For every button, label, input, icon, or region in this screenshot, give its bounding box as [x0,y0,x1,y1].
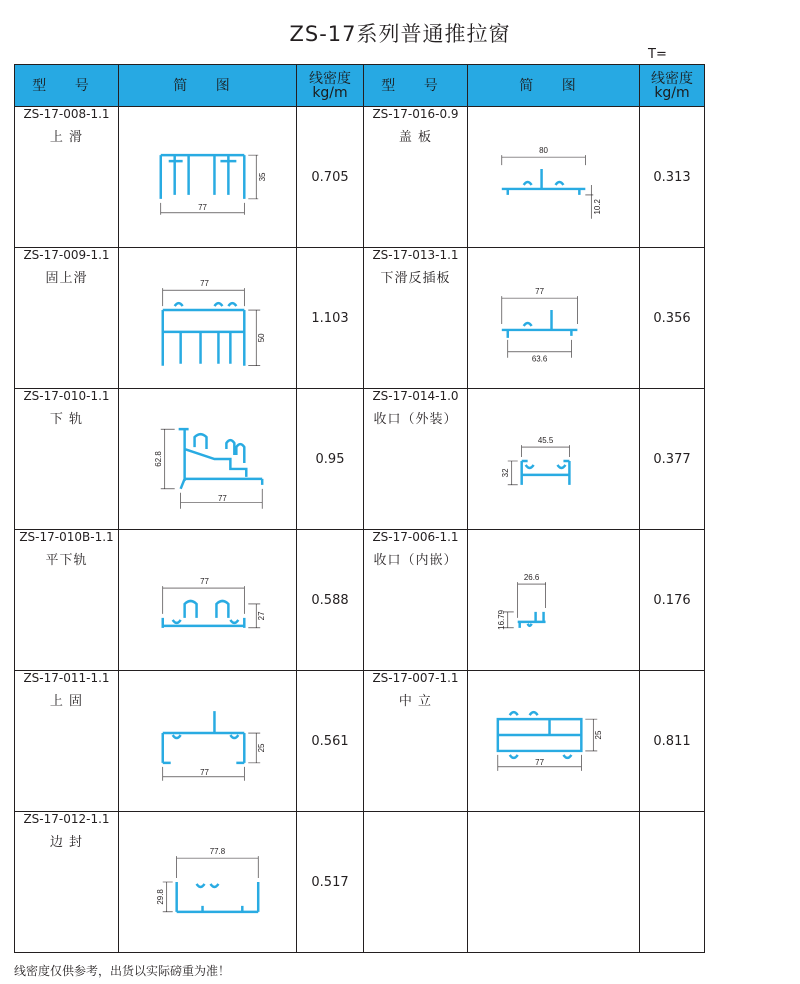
svg-text:77: 77 [200,279,209,289]
svg-text:50: 50 [257,333,267,343]
model-name: 中 立 [398,694,433,709]
svg-text:77: 77 [198,202,207,212]
density-value: 0.517 [297,812,364,953]
density-value: 0.356 [640,248,705,389]
model-name: 收口（内嵌） [373,553,458,568]
header-model-right: 型 号 [364,65,468,107]
model-code: ZS-17-008-1.1 [23,107,110,121]
thickness-label: T= [648,47,667,62]
model-cell [364,530,468,671]
density-value: 0.176 [640,530,705,671]
svg-text:26.6: 26.6 [523,573,540,583]
model-cell [364,107,468,248]
closing-external-profile-icon [468,389,640,530]
density-value: 0.313 [640,107,705,248]
model-name: 盖 板 [398,130,433,145]
svg-text:80: 80 [539,146,548,156]
density-value: 1.103 [297,248,364,389]
model-code: ZS-17-011-1.1 [23,671,110,685]
density-value: 0.377 [640,389,705,530]
model-name: 固上滑 [45,271,88,286]
model-code: ZS-17-013-1.1 [372,248,459,262]
header-sketch-right: 简 图 [468,65,640,107]
model-name: 平下轨 [45,553,88,568]
lower-rail-profile-icon [119,389,297,530]
svg-text:25: 25 [594,730,604,740]
model-cell [15,530,119,671]
model-code: ZS-17-016-0.9 [372,107,459,121]
svg-text:77: 77 [535,287,545,297]
density-value: 0.95 [297,389,364,530]
svg-text:35: 35 [258,172,268,182]
table-row [15,812,705,953]
model-code: ZS-17-007-1.1 [372,671,459,685]
empty-cell [468,812,640,953]
svg-text:77: 77 [217,493,227,503]
model-cell [364,671,468,812]
svg-text:45.5: 45.5 [537,436,554,446]
svg-text:62.8: 62.8 [153,451,163,467]
svg-text:32: 32 [500,468,510,478]
svg-text:29.8: 29.8 [155,889,165,905]
svg-text:10.2: 10.2 [593,199,603,215]
mullion-profile-icon [468,671,640,812]
density-value: 0.588 [297,530,364,671]
upper-slide-profile-icon [119,107,297,248]
density-value: 0.561 [297,671,364,812]
model-name: 下滑反插板 [380,271,451,286]
model-cell [15,107,119,248]
model-cell [15,812,119,953]
model-cell [15,671,119,812]
density-value: 0.811 [640,671,705,812]
model-cell [364,248,468,389]
model-name: 上 固 [49,694,84,709]
model-name: 收口（外装） [373,412,458,427]
table-row [15,671,705,812]
side-seal-profile-icon [119,812,297,953]
model-name: 边 封 [49,835,84,850]
svg-text:77.8: 77.8 [209,847,226,857]
lower-slide-insert-profile-icon [468,248,640,389]
table-row [15,530,705,671]
header-model: 型 号 [15,65,119,107]
model-code: ZS-17-010B-1.1 [19,530,114,544]
model-code: ZS-17-006-1.1 [372,530,459,544]
svg-text:25: 25 [257,743,267,753]
table-row [15,107,705,248]
empty-cell [364,812,468,953]
footer-note: 线密度仅供参考，出货以实际磅重为准！ [14,964,231,978]
svg-text:16.79: 16.79 [496,609,506,630]
model-name: 上 滑 [49,130,84,145]
svg-text:63.6: 63.6 [531,354,548,364]
model-code: ZS-17-009-1.1 [23,248,110,262]
svg-text:27: 27 [257,611,267,621]
fixed-upper-slide-profile-icon [119,248,297,389]
svg-text:77: 77 [200,767,209,777]
empty-cell [640,812,705,953]
table-row [15,248,705,389]
table-header-row [15,65,705,107]
profile-catalog-table [14,64,705,953]
cover-plate-profile-icon [468,107,640,248]
density-value: 0.705 [297,107,364,248]
model-cell [15,248,119,389]
closing-embedded-profile-icon [468,530,640,671]
model-code: ZS-17-010-1.1 [23,389,110,403]
model-name: 下 轨 [49,412,84,427]
header-density: 线密度 kg/m [297,65,364,107]
upper-fixed-profile-icon [119,671,297,812]
model-cell [364,389,468,530]
model-code: ZS-17-014-1.0 [372,389,459,403]
model-code: ZS-17-012-1.1 [23,812,110,826]
model-cell [15,389,119,530]
page-title: ZS-17系列普通推拉窗 [289,22,511,46]
flat-lower-rail-profile-icon [119,530,297,671]
table-row [15,389,705,530]
header-density-right: 线密度 kg/m [640,65,705,107]
svg-text:77: 77 [200,577,209,587]
header-sketch: 简 图 [119,65,297,107]
svg-text:77: 77 [535,757,545,767]
